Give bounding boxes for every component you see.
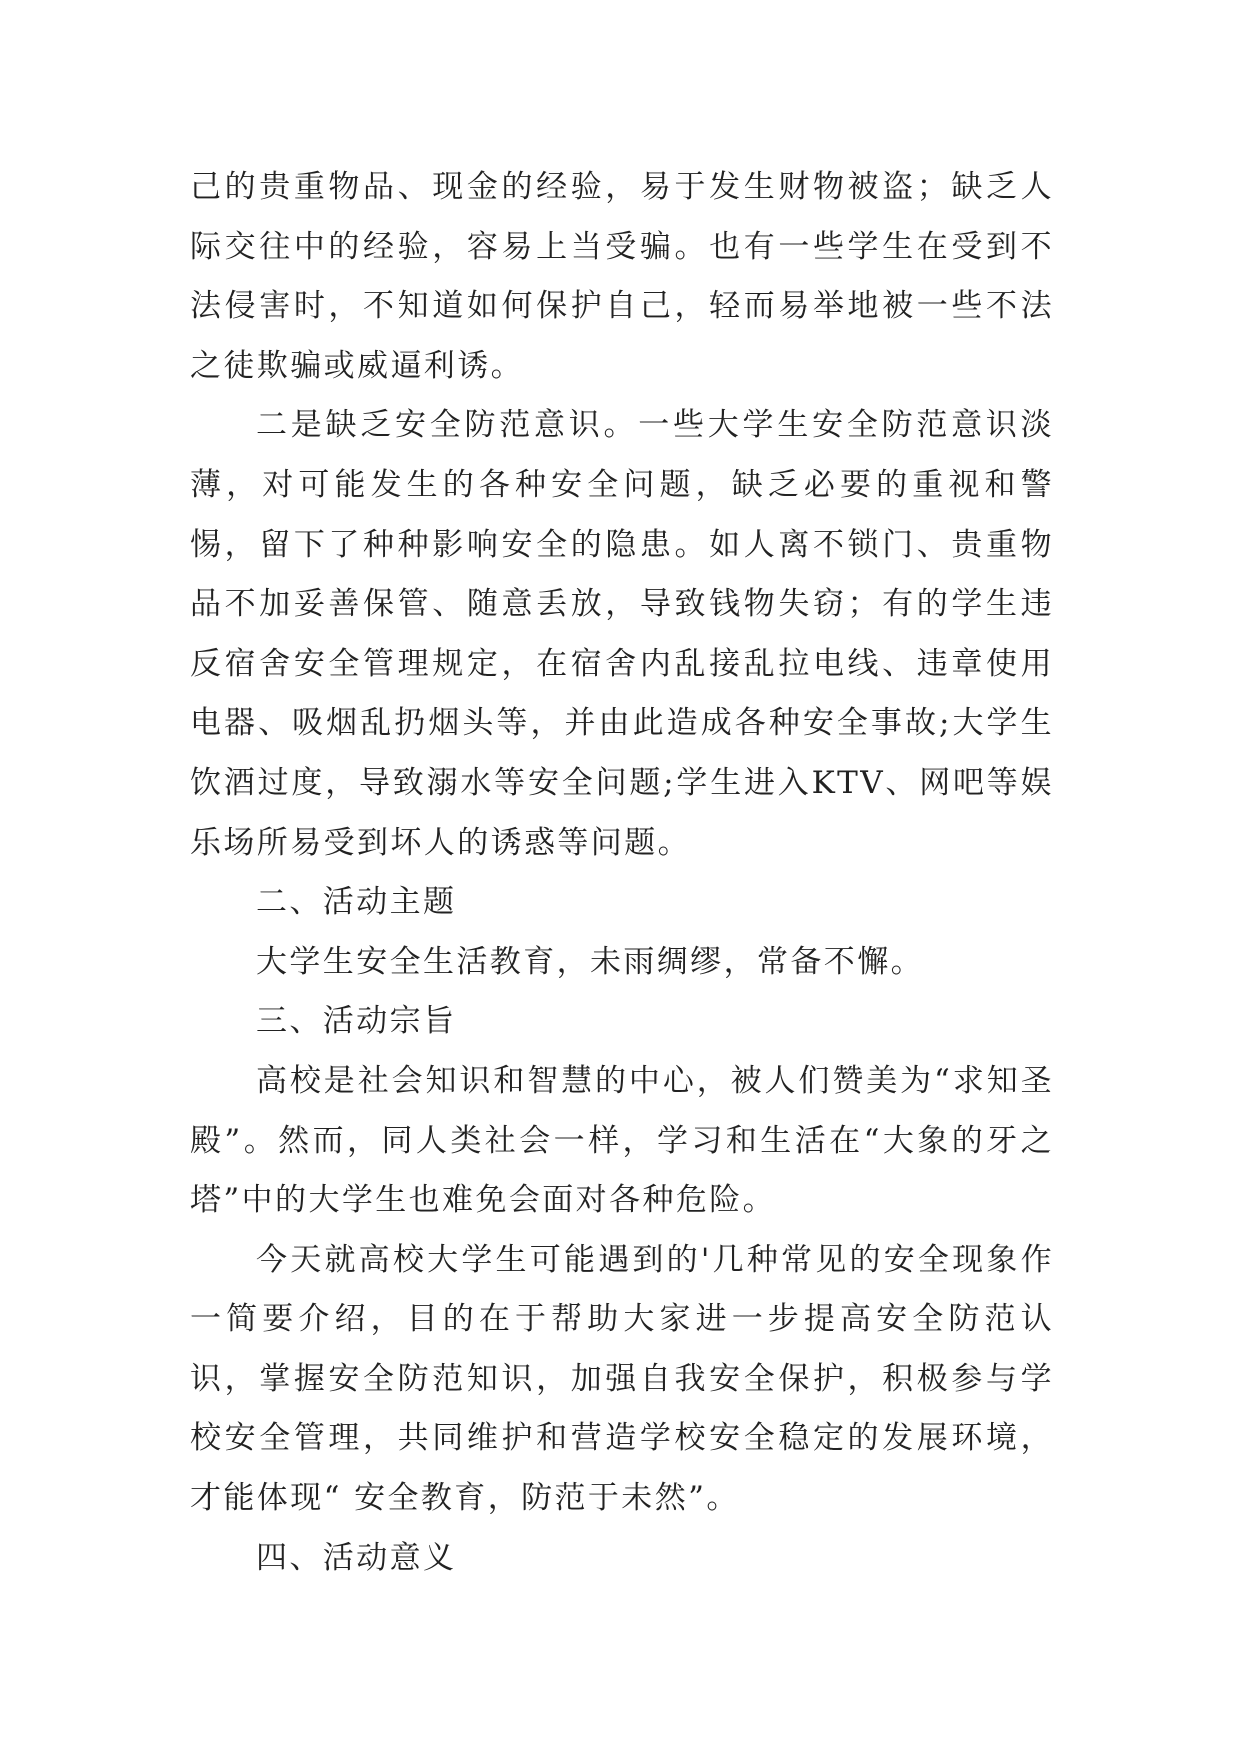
paragraph-purpose: 高校是社会知识和智慧的中心，被人们赞美为“求知圣殿”。然而，同人类社会一样，学习和生活在“大象的牙之塔”中的大学生也难免会面对各种危险。 <box>190 1062 1054 1219</box>
document-body <box>190 158 1054 1588</box>
section-heading-purpose: 三、活动宗旨 <box>256 1003 457 1040</box>
paragraph-theme: 大学生安全生活教育，未雨绸缪，常备不懈。 <box>256 943 924 980</box>
section-heading-theme: 二、活动主题 <box>256 884 457 921</box>
paragraph-continuation: 己的贵重物品、现金的经验，易于发生财物被盗；缺乏人际交往中的经验，容易上当受骗。也有一些学生在受到不法侵害时，不知道如何保护自己，轻而易举地被一些不法之徒欺骗或威逼利诱。 <box>190 169 1054 384</box>
section-heading-significance: 四、活动意义 <box>256 1539 457 1576</box>
paragraph-introduction: 今天就高校大学生可能遇到的'几种常见的安全现象作一简要介绍，目的在于帮助大家进一步提高安全防范认识，掌握安全防范知识，加强自我安全保护，积极参与学校安全管理，共同维护和营造学校安全稳定的发展环境，才能体现“ 安全教育，防范于未然”。 <box>190 1241 1054 1517</box>
paragraph-lack-of-awareness: 二是缺乏安全防范意识。一些大学生安全防范意识淡薄，对可能发生的各种安全问题，缺乏必要的重视和警惕，留下了种种影响安全的隐患。如人离不锁门、贵重物品不加妥善保管、随意丢放，导致钱物失窃；有的学生违反宿舍安全管理规定，在宿舍内乱接乱拉电线、违章使用电器、吸烟乱扔烟头等，并由此造成各种安全事故;大学生饮酒过度，导致溺水等安全问题;学生进入KTV、网吧等娱乐场所易受到坏人的诱惑等问题。 <box>190 407 1054 861</box>
